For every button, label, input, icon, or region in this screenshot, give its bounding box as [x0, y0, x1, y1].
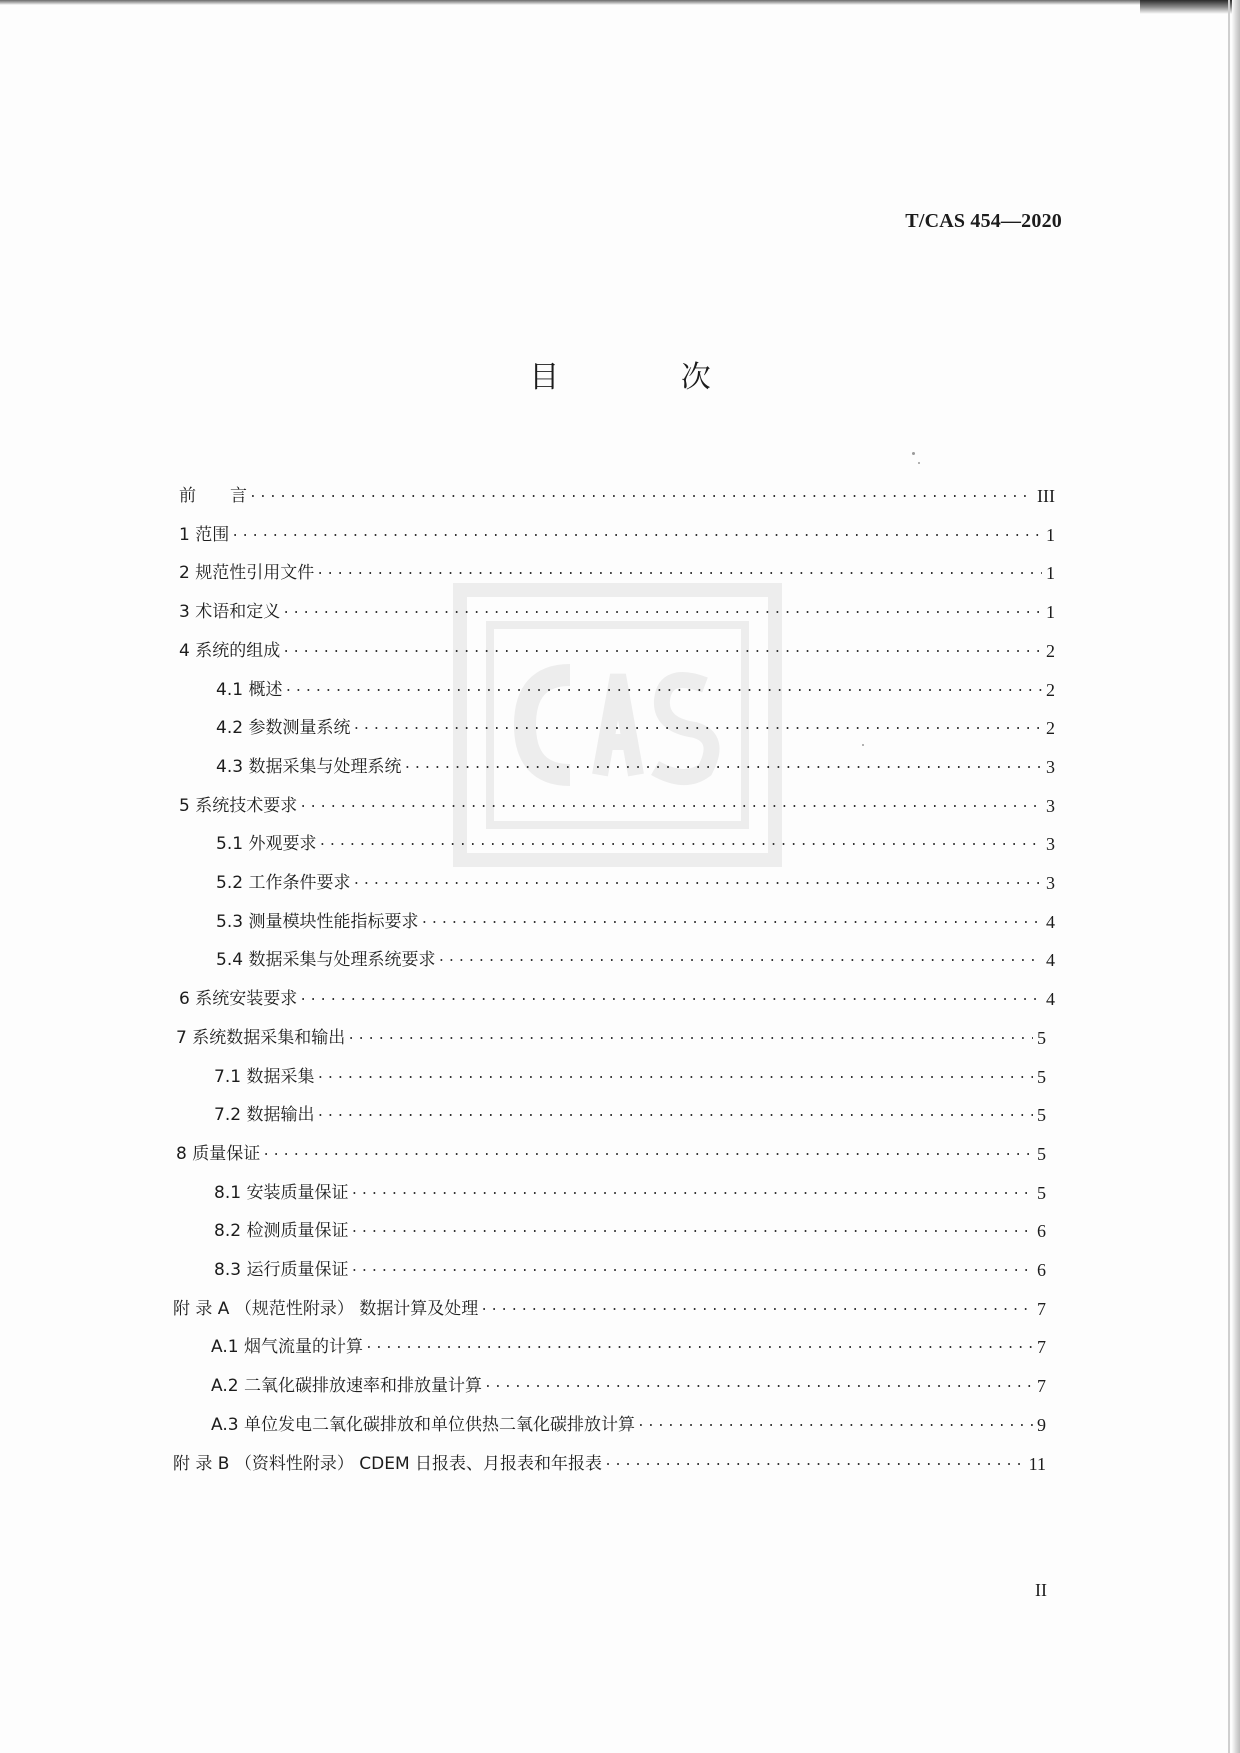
toc-entry[interactable]: [179, 553, 1055, 583]
toc-entry-label: A.3 单位发电二氧化碳排放和单位供热二氧化碳排放计算: [211, 1414, 635, 1435]
toc-entry-page: 1: [1046, 563, 1055, 584]
toc-entry[interactable]: [214, 1250, 1046, 1280]
toc-entry-page: 9: [1037, 1414, 1046, 1435]
toc-entry-label: 7 系统数据采集和输出: [176, 1027, 346, 1048]
toc-dot-leader: [316, 561, 1042, 581]
toc-entry-label: 8.2 检测质量保证: [214, 1221, 349, 1242]
toc-entry[interactable]: [179, 515, 1055, 545]
toc-dot-leader: [350, 1219, 1033, 1239]
toc-entry-page: 6: [1037, 1221, 1046, 1242]
toc-entry[interactable]: [214, 1211, 1046, 1241]
toc-entry-label: 8.3 运行质量保证: [214, 1260, 349, 1280]
toc-entry-page: 7: [1037, 1298, 1046, 1319]
toc-dot-leader: [284, 678, 1042, 698]
toc-dot-leader: [262, 1142, 1033, 1162]
toc-dot-leader: [403, 755, 1042, 775]
toc-entry-label: A.1 烟气流量的计算: [211, 1337, 363, 1358]
toc-entry-page: 5: [1037, 1066, 1046, 1087]
toc-entry-page: 6: [1037, 1260, 1046, 1280]
toc-entry-label: 3 术语和定义: [179, 602, 281, 623]
toc-entry-label: 6 系统安装要求: [179, 989, 298, 1010]
toc-dot-leader: [316, 1103, 1033, 1123]
toc-dot-leader: [604, 1452, 1025, 1472]
toc-entry-page: 5: [1037, 1143, 1046, 1164]
toc-dot-leader: [350, 1258, 1033, 1278]
toc-dot-leader: [282, 639, 1042, 659]
toc-dot-leader: [352, 716, 1042, 736]
toc-dot-leader: [299, 794, 1042, 814]
toc-entry-label: 5.4 数据采集与处理系统要求: [216, 950, 436, 971]
toc-entry[interactable]: [214, 1095, 1046, 1125]
toc-entry-page: 5: [1037, 1105, 1046, 1126]
toc-entry-page: 11: [1028, 1453, 1046, 1474]
toc-entry-label: 1 范围: [179, 524, 230, 545]
toc-dot-leader: [365, 1335, 1033, 1355]
toc-entry-label: 5.2 工作条件要求: [216, 873, 351, 893]
toc-entry[interactable]: [211, 1327, 1046, 1357]
toc-entry-page: 2: [1046, 718, 1055, 739]
toc-entry-label: 前 言: [179, 486, 247, 506]
toc-dot-leader: [637, 1413, 1033, 1433]
toc-entry[interactable]: [211, 1405, 1046, 1435]
toc-entry-label: 4 系统的组成: [179, 640, 281, 661]
toc-entry-page: 3: [1046, 834, 1055, 855]
toc-entry-page: 3: [1046, 795, 1055, 816]
toc-dot-leader: [484, 1374, 1033, 1394]
toc-dot-leader: [316, 1065, 1033, 1085]
toc-entry[interactable]: [214, 1057, 1046, 1087]
toc-dot-leader: [249, 484, 1033, 504]
toc-entry-label: 附 录 B （资料性附录） CDEM 日报表、月报表和年报表: [173, 1453, 603, 1474]
toc-entry-page: 3: [1046, 756, 1055, 777]
toc-dot-leader: [350, 1181, 1033, 1201]
toc-dot-leader: [437, 948, 1042, 968]
toc-entry-label: 附 录 A （规范性附录） 数据计算及处理: [173, 1298, 479, 1319]
toc-entry-page: 7: [1037, 1376, 1046, 1397]
toc-dot-leader: [420, 910, 1042, 930]
toc-entry[interactable]: [216, 824, 1055, 854]
toc-entry[interactable]: [176, 1134, 1046, 1164]
toc-dot-leader: [347, 1026, 1033, 1046]
toc-dot-leader: [318, 832, 1042, 852]
toc-entry-label: 8 质量保证: [176, 1143, 261, 1164]
toc-entry[interactable]: [179, 592, 1055, 622]
toc-entry-page: 5: [1037, 1027, 1046, 1048]
toc-dot-leader: [480, 1297, 1033, 1317]
toc-entry-page: 7: [1037, 1337, 1046, 1358]
toc-entry-label: 5 系统技术要求: [179, 795, 298, 816]
toc-entry-page: 2: [1046, 640, 1055, 661]
toc-entry[interactable]: [216, 940, 1055, 970]
toc-entry[interactable]: [173, 1444, 1046, 1474]
toc-entry-label: 4.1 概述: [216, 679, 283, 700]
toc-entry[interactable]: [216, 902, 1055, 932]
toc-entry[interactable]: [211, 1366, 1046, 1396]
toc-entry[interactable]: [214, 1173, 1046, 1203]
toc-dot-leader: [231, 523, 1042, 543]
toc-entry[interactable]: [176, 1018, 1046, 1048]
toc-entry-page: 1: [1046, 602, 1055, 623]
toc-entry[interactable]: [173, 1289, 1046, 1319]
page-title: 目 次: [529, 360, 767, 395]
toc-entry[interactable]: [216, 863, 1055, 893]
toc-entry-label: 4.3 数据采集与处理系统: [216, 756, 402, 777]
toc-entry-page: 4: [1046, 989, 1055, 1010]
toc-entry-page: 5: [1037, 1182, 1046, 1203]
toc-entry-label: 7.2 数据输出: [214, 1105, 315, 1126]
toc-entry-label: 5.1 外观要求: [216, 834, 317, 855]
toc-entry[interactable]: [179, 786, 1055, 816]
toc-entry-page: 4: [1046, 911, 1055, 932]
toc-entry-page: 3: [1046, 873, 1055, 893]
page-number: II: [1035, 1580, 1047, 1600]
toc-entry-label: 4.2 参数测量系统: [216, 718, 351, 739]
toc-dot-leader: [282, 600, 1042, 620]
toc-entry[interactable]: [179, 476, 1055, 506]
toc-entry[interactable]: [216, 747, 1055, 777]
toc-entry[interactable]: [216, 708, 1055, 738]
toc-entry[interactable]: [179, 631, 1055, 661]
document-code: T/CAS 454—2020: [905, 210, 1062, 232]
toc-entry[interactable]: [216, 670, 1055, 700]
toc-entry-label: 7.1 数据采集: [214, 1066, 315, 1087]
toc-entry-page: 2: [1046, 679, 1055, 700]
toc-entry-label: A.2 二氧化碳排放速率和排放量计算: [211, 1376, 482, 1397]
toc-dot-leader: [352, 871, 1042, 891]
toc-entry-page: 4: [1046, 950, 1055, 971]
toc-entry-label: 5.3 测量模块性能指标要求: [216, 911, 419, 932]
toc-entry-label: 2 规范性引用文件: [179, 563, 315, 584]
toc-entry-page: III: [1037, 486, 1055, 506]
toc-entry[interactable]: [179, 979, 1055, 1009]
toc-entry-label: 8.1 安装质量保证: [214, 1182, 349, 1203]
toc-dot-leader: [299, 987, 1042, 1007]
toc-entry-page: 1: [1046, 524, 1055, 545]
